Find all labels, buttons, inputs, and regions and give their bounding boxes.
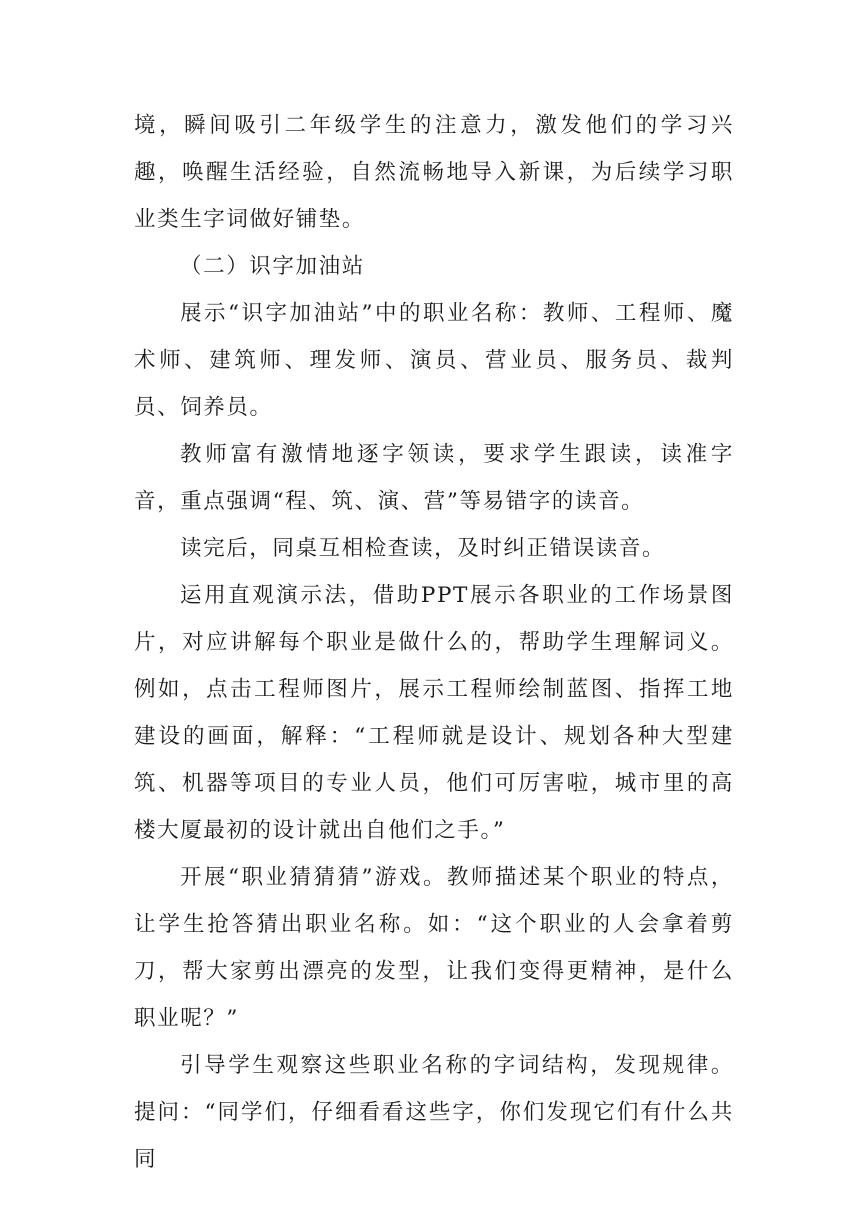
paragraph-lead-reading: 教师富有激情地逐字领读，要求学生跟读，读准字音，重点强调“程、筑、演、营”等易错字的读音。 bbox=[134, 442, 734, 514]
paragraph-peer-check: 读完后，同桌互相检查读，及时纠正错误读音。 bbox=[180, 536, 666, 561]
document-body bbox=[134, 102, 734, 1183]
paragraph-structure-observation: 引导学生观察这些职业名称的字词结构，发现规律。提问：“同学们，仔细看看这些字，你们发现它们有什么共同 bbox=[134, 1053, 734, 1172]
paragraph-guess-game: 开展“职业猜猜猜”游戏。教师描述某个职业的特点，让学生抢答猜出职业名称。如：“这个职业的人会拿着剪刀，帮大家剪出漂亮的发型，让我们变得更精神，是什么职业呢？” bbox=[134, 865, 734, 1031]
paragraph-occupation-list: 展示“识字加油站”中的职业名称：教师、工程师、魔术师、建筑师、理发师、演员、营业员、服务员、裁判员、饲养员。 bbox=[134, 301, 734, 420]
paragraph-ppt-demo: 运用直观演示法，借助PPT展示各职业的工作场景图片，对应讲解每个职业是做什么的，帮助学生理解词义。例如，点击工程师图片，展示工程师绘制蓝图、指挥工地建设的画面，解释：“工程师就是设计、规划各种大型建筑、机器等项目的专业人员，他们可厉害啦，城市里的高楼大厦最初的设计就出自他们之手。” bbox=[134, 583, 734, 843]
section-heading: （二）识字加油站 bbox=[180, 254, 365, 279]
paragraph-continuation: 境，瞬间吸引二年级学生的注意力，激发他们的学习兴趣，唤醒生活经验，自然流畅地导入新课，为后续学习职业类生字词做好铺垫。 bbox=[134, 113, 734, 232]
